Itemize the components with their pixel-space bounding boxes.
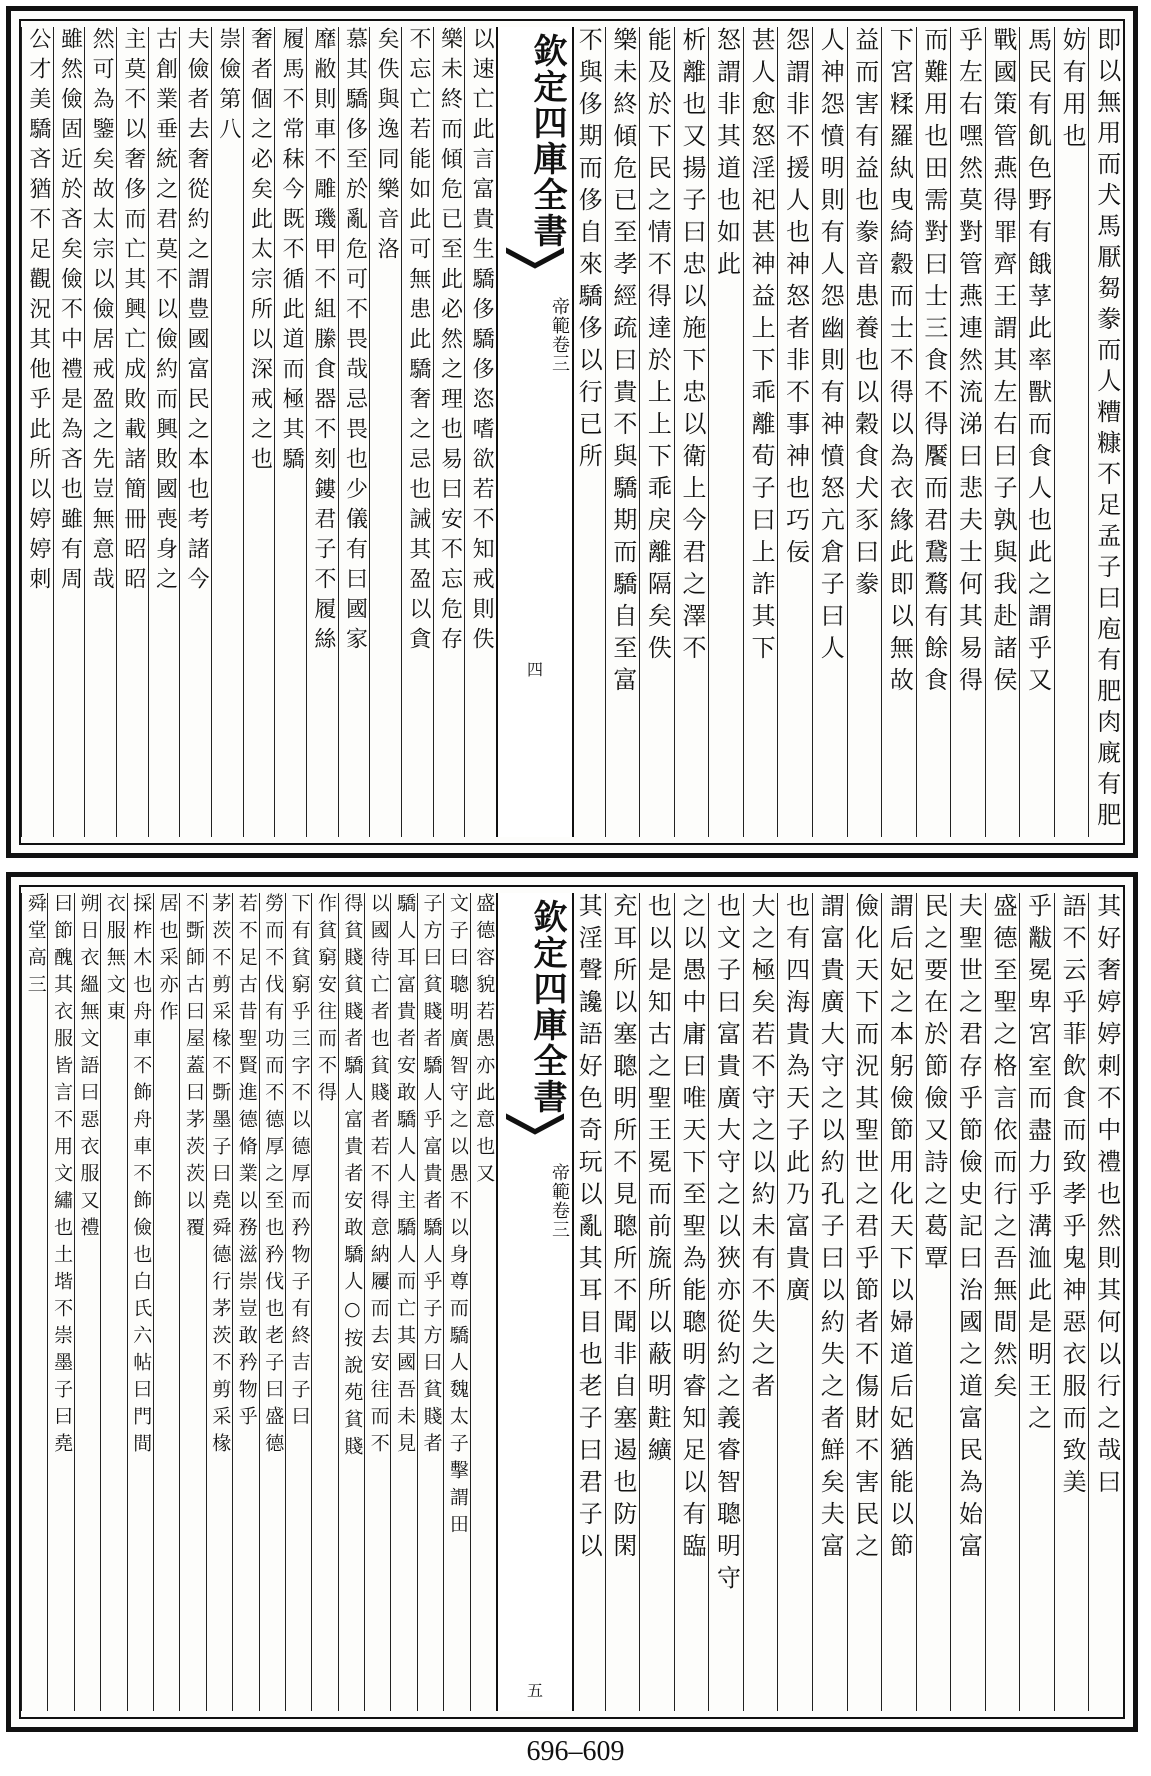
- column-text: 不忘亡若能如此可無患此驕奢之忌也誡其盈以貪: [405, 27, 431, 657]
- volume-label: 帝範卷三: [549, 1163, 570, 1239]
- text-column: [777, 893, 813, 1711]
- column-text: 大之極矣若不守之以約未有不失之者: [747, 893, 776, 1405]
- column-text: 得貧賤貧賤者驕人富貴者安敢驕人○按說苑貧賤: [341, 893, 364, 1463]
- column-text: 其好奢婷婷刺不中禮也然則其何以行之哉曰: [1092, 893, 1121, 1501]
- text-column: [674, 893, 710, 1711]
- page-number: 五: [526, 1681, 543, 1700]
- text-column: [21, 27, 54, 837]
- series-title: 欽定四庫全書: [527, 899, 567, 1115]
- column-text: 然可為鑒矣故太宗以儉居戒盈之先豈無意哉: [89, 27, 115, 597]
- text-column: [243, 27, 276, 837]
- text-column: [847, 27, 883, 837]
- text-column: [1054, 893, 1090, 1711]
- column-text: 靡敝則車不雕璣甲不組縢食器不刻鏤君子不履絲: [310, 27, 336, 657]
- column-text: 朔日衣縕無文語曰惡衣服又禮: [77, 893, 100, 1244]
- column-text: 馬民有飢色野有餓莩此率獸而食人也此之謂乎又: [1023, 27, 1052, 699]
- column-text: 盛德容貌若愚亦此意也又: [473, 893, 496, 1190]
- column-text: 儉化天下而況其聖世之君乎節者不傷財不害民之: [850, 893, 879, 1565]
- column-text: 怨謂非不援人也神怒者非不事神也巧佞: [781, 27, 810, 571]
- column-text: 作貧窮安往而不得: [314, 893, 337, 1109]
- text-column: [470, 893, 497, 1711]
- text-column: [179, 893, 206, 1711]
- text-column: [306, 27, 339, 837]
- column-text: 謂后妃之本躬儉節用化天下以婦道后妃猶能以節: [885, 893, 914, 1565]
- column-text: 盛德至聖之格言依而行之吾無間然矣: [989, 893, 1018, 1405]
- text-column: [206, 893, 233, 1711]
- column-text: 慕其驕侈至於亂危可不畏哉忌畏也少儀有曰國家: [342, 27, 368, 657]
- text-column: [743, 27, 779, 837]
- column-text: 子方曰貧賤者驕人乎富貴者驕人乎子方曰貧賤者: [420, 893, 443, 1460]
- text-column: [1019, 27, 1055, 837]
- text-column: [259, 893, 286, 1711]
- column-text: 人神怨憤明則有人怨幽則有神憤怒亢倉子曰人: [816, 27, 845, 667]
- text-column: [369, 27, 402, 837]
- column-text: 而難用也田需對曰士三食不得饜而君鵞鶩有餘食: [919, 27, 948, 699]
- volume-label: 帝範卷三: [549, 297, 570, 373]
- text-column: [232, 893, 259, 1711]
- text-column: [708, 893, 744, 1711]
- fish-tail-mark: [506, 1113, 564, 1135]
- column-text: 曰節醜其衣服皆言不用文繡也土堦不崇墨子曰堯: [51, 893, 74, 1460]
- text-column: [153, 893, 180, 1711]
- text-column: [179, 27, 212, 837]
- text-column: [812, 893, 848, 1711]
- text-column: [100, 893, 127, 1711]
- top-page: [6, 6, 1138, 858]
- bottom-page-frame: [19, 885, 1125, 1719]
- column-text: 古創業垂統之君莫不以儉約而興敗國喪身之: [152, 27, 178, 597]
- column-text: 謂富貴廣大守之以約孔子曰以約失之者鮮矣夫富: [816, 893, 845, 1565]
- column-text: 勞而不伐有功而不德厚之至也矜伐也老子曰盛德: [262, 893, 285, 1460]
- column-text: 怒謂非其道也如此: [712, 27, 741, 283]
- text-column: [443, 893, 470, 1711]
- column-text: 乎黻冕卑宮室而盡力乎溝洫此是明王之: [1023, 893, 1052, 1437]
- column-text: 若不足古昔聖賢進德脩業以務滋崇豈敢矜物乎: [235, 893, 258, 1433]
- top-page-spine: [496, 27, 574, 837]
- column-text: 妨有用也: [1058, 27, 1087, 155]
- column-text: 下有貧窮乎三字不以德厚而矜物子有終吉子曰: [288, 893, 311, 1433]
- column-text: 奢者個之必矣此太宗所以深戒之也: [247, 27, 273, 477]
- column-text: 戰國策管燕得罪齊王謂其左右曰子孰與我赴諸侯: [989, 27, 1018, 699]
- text-column: [74, 893, 101, 1711]
- text-column: [639, 893, 675, 1711]
- column-text: 以速亡此言富貴生驕侈驕侈恣嗜欲若不知戒則佚: [469, 27, 495, 657]
- text-column: [1019, 893, 1055, 1711]
- top-page-frame: [19, 19, 1125, 845]
- column-text: 乎左右嘿然莫對管燕連然流涕曰悲夫士何其易得: [954, 27, 983, 699]
- column-text: 也文子曰富貴廣大守之以狹亦從約之義睿智聰明守: [712, 893, 741, 1597]
- text-column: [274, 27, 307, 837]
- text-column: [338, 893, 365, 1711]
- column-text: 甚人愈怒淫祀甚神益上下乖離荀子曰上詐其下: [747, 27, 776, 667]
- text-column: [950, 27, 986, 837]
- text-column: [570, 27, 606, 837]
- catalog-number: 696–609: [526, 1736, 625, 1767]
- text-column: [916, 27, 952, 837]
- text-column: [743, 893, 779, 1711]
- column-text: 充耳所以塞聰明所不見聰所不聞非自塞遏也防閑: [608, 893, 637, 1565]
- column-text: 也以是知古之聖王冕而前旒所以蔽明黈纊: [643, 893, 672, 1469]
- text-column: [674, 27, 710, 837]
- text-column: [127, 893, 154, 1711]
- column-text: 主莫不以奢侈而亡其興亡成敗載諸簡冊昭昭: [120, 27, 146, 597]
- column-text: 文子曰聰明廣智守之以愚不以身尊而驕人魏太子擊謂田: [446, 893, 469, 1541]
- text-column: [285, 893, 312, 1711]
- column-text: 採柞木也舟車不飾舟車不飾儉也白氏六帖曰門間: [130, 893, 153, 1460]
- series-title: 欽定四庫全書: [527, 33, 567, 249]
- text-column: [148, 27, 181, 837]
- column-text: 履馬不常秣今既不循此道而極其驕: [279, 27, 305, 477]
- text-column: [605, 893, 641, 1711]
- column-text: 也有四海貴為天子此乃富貴廣: [781, 893, 810, 1309]
- text-column: [570, 893, 606, 1711]
- column-text: 居也采亦作: [156, 893, 179, 1028]
- page-number: 四: [526, 660, 543, 679]
- text-column: [777, 27, 813, 837]
- column-text: 舜堂高三: [24, 893, 47, 1001]
- column-text: 析離也又揚子曰忠以施下忠以衛上今君之澤不: [677, 27, 706, 667]
- column-text: 益而害有益也豢音患養也以穀食犬豕曰豢: [850, 27, 879, 603]
- text-column: [1088, 893, 1124, 1711]
- text-column: [53, 27, 86, 837]
- text-column: [211, 27, 244, 837]
- column-text: 能及於下民之情不得達於上上下乖戾離隔矣佚: [643, 27, 672, 667]
- fish-tail-mark: [506, 247, 564, 269]
- text-column: [338, 27, 371, 837]
- column-text: 公才美驕吝猶不足觀況其他乎此所以婷婷刺: [25, 27, 51, 597]
- text-column: [84, 27, 117, 837]
- text-column: [639, 27, 675, 837]
- column-text: 樂未終傾危已至孝經疏曰貴不與驕期而驕自至富: [608, 27, 637, 699]
- column-text: 語不云乎菲飲食而致孝乎鬼神惡衣服而致美: [1058, 893, 1087, 1501]
- text-column: [1054, 27, 1090, 837]
- text-column: [401, 27, 434, 837]
- column-text: 不與侈期而侈自來驕侈以行已所: [574, 27, 603, 475]
- text-column: [433, 27, 466, 837]
- text-column: [21, 893, 48, 1711]
- column-text: 之以愚中庸曰唯天下至聖為能聰明睿知足以有臨: [677, 893, 706, 1565]
- column-text: 夫聖世之君存乎節儉史記曰治國之道富民為始富: [954, 893, 983, 1565]
- text-column: [311, 893, 338, 1711]
- text-column: [881, 27, 917, 837]
- text-column: [417, 893, 444, 1711]
- text-column: [47, 893, 74, 1711]
- column-text: 驕人耳富貴者安敢驕人人主驕人而亡其國吾未見: [394, 893, 417, 1460]
- column-text: 茅茨不剪采椽不斲墨子曰堯舜德行茅茨不剪采椽: [209, 893, 232, 1460]
- bottom-page-spine: [496, 893, 574, 1711]
- text-column: [812, 27, 848, 837]
- text-column: [464, 27, 497, 837]
- column-text: 樂未終而傾危已至此必然之理也易曰安不忘危存: [437, 27, 463, 657]
- text-column: [605, 27, 641, 837]
- bottom-page: [6, 872, 1138, 1732]
- text-column: [916, 893, 952, 1711]
- text-column: [881, 893, 917, 1711]
- column-text: 雖然儉固近於吝矣儉不中禮是為吝也雖有周: [57, 27, 83, 597]
- text-column: [116, 27, 149, 837]
- text-column: [950, 893, 986, 1711]
- column-text: 其淫聲讒語好色奇玩以亂其耳目也老子曰君子以: [574, 893, 603, 1565]
- text-column: [985, 27, 1021, 837]
- text-column: [1088, 27, 1124, 837]
- column-text: 衣服無文東: [103, 893, 126, 1028]
- text-column: [708, 27, 744, 837]
- text-column: [390, 893, 417, 1711]
- column-text: 民之要在於節儉又詩之葛覃: [919, 893, 948, 1277]
- column-text: 崇儉第八: [215, 27, 241, 147]
- text-column: [364, 893, 391, 1711]
- text-column: [847, 893, 883, 1711]
- column-text: 矣佚與逸同樂音洛: [374, 27, 400, 267]
- column-text: 夫儉者去奢從約之謂豊國富民之本也考諸今: [184, 27, 210, 597]
- column-text: 即以無用而犬馬厭芻豢而人糟糠不足孟子曰庖有肥肉廐有肥: [1092, 27, 1121, 833]
- column-text: 下宮糅羅紈曳綺縠而士不得以為衣緣此即以無故: [885, 27, 914, 699]
- column-text: 以國待亡者也貧賤者若不得意納屨而去安往而不: [367, 893, 390, 1460]
- text-column: [985, 893, 1021, 1711]
- column-text: 不斲師古曰屋蓋曰茅茨茨以覆: [183, 893, 206, 1244]
